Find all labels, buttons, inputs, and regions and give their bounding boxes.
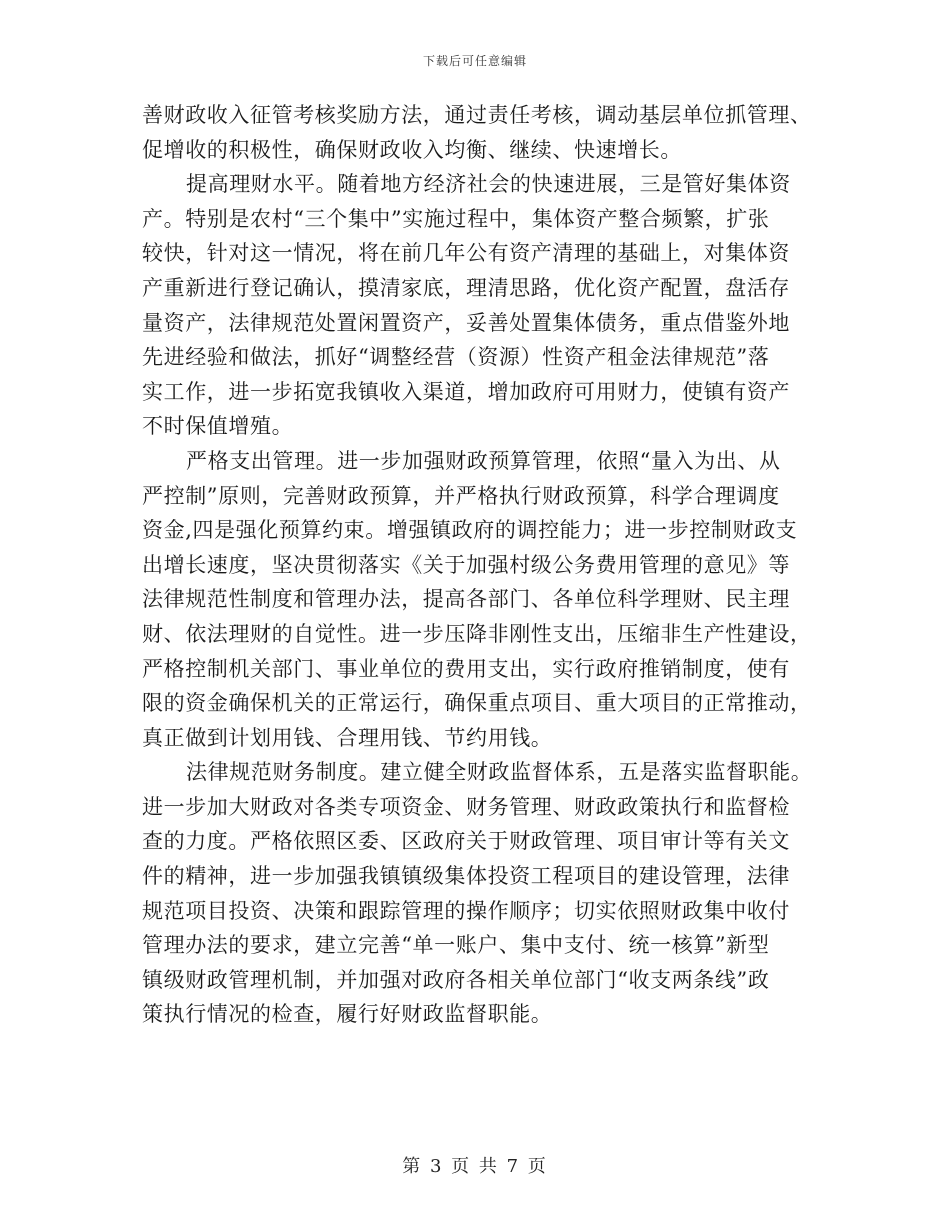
text-line: 件的精神，进一步加强我镇镇级集体投资工程项目的建设管理，法律 <box>142 864 790 889</box>
page-header: 下载后可任意编辑 <box>422 54 527 68</box>
text-line: 严格控制机关部门、事业单位的费用支出，实行政府推销制度，使有 <box>142 656 790 681</box>
body-text <box>142 98 812 1032</box>
text-line: 产。特别是农村“三个集中”实施过程中，集体资产整合频繁，扩张 <box>142 206 770 231</box>
text-line: 镇级财政管理机制，并加强对政府各相关单位部门“收支两条线”政 <box>142 967 770 992</box>
text-line: 促增收的积极性，确保财政收入均衡、继续、快速增长。 <box>142 137 682 162</box>
page-footer: 第 3 页 共 7 页 <box>402 1156 548 1177</box>
text-line: 产重新进行登记确认，摸清家底，理清思路，优化资产配置，盘活存 <box>142 275 790 300</box>
text-line: 资金,四是强化预算约束。增强镇政府的调控能力；进一步控制财政支 <box>142 518 798 543</box>
paragraph-start-line: 提高理财水平。随着地方经济社会的快速进展，三是管好集体资 <box>186 172 791 197</box>
text-line: 财、依法理财的自觉性。进一步压降非刚性支出，压缩非生产性建设， <box>142 621 812 646</box>
text-line: 出增长速度，坚决贯彻落实《关于加强村级公务费用管理的意见》等 <box>142 552 790 577</box>
text-line: 真正做到计划用钱、合理用钱、节约用钱。 <box>142 725 553 750</box>
text-line: 先进经验和做法，抓好“调整经营（资源）性资产租金法律规范”落 <box>142 345 770 370</box>
text-line: 善财政收入征管考核奖励方法，通过责任考核，调动基层单位抓管理、 <box>142 103 812 127</box>
text-line: 管理办法的要求，建立完善“单一账户、集中支付、统一核算”新型 <box>142 933 770 958</box>
text-line: 较快，针对这一情况，将在前几年公有资产清理的基础上，对集体资 <box>142 241 790 266</box>
text-line: 规范项目投资、决策和跟踪管理的操作顺序；切实依照财政集中收付 <box>142 898 790 923</box>
text-line: 不时保值增殖。 <box>142 414 294 439</box>
paragraph-start-line: 法律规范财务制度。建立健全财政监督体系，五是落实监督职能。 <box>186 760 813 785</box>
paragraph-start-line: 严格支出管理。进一步加强财政预算管理，依照“量入为出、从 <box>186 448 781 473</box>
text-line: 严控制”原则，完善财政预算，并严格执行财政预算，科学合理调度 <box>142 483 780 508</box>
text-line: 进一步加大财政对各类专项资金、财务管理、财政政策执行和监督检 <box>142 794 790 819</box>
text-line: 查的力度。严格依照区委、区政府关于财政管理、项目审计等有关文 <box>142 829 790 854</box>
text-line: 法律规范性制度和管理办法，提高各部门、各单位科学理财、民主理 <box>142 587 790 612</box>
text-line: 量资产，法律规范处置闲置资产，妥善处置集体债务，重点借鉴外地 <box>142 310 790 335</box>
text-line: 限的资金确保机关的正常运行，确保重点项目、重大项目的正常推动， <box>142 691 812 716</box>
text-line: 策执行情况的检查，履行好财政监督职能。 <box>142 1002 553 1027</box>
text-line: 实工作，进一步拓宽我镇收入渠道，增加政府可用财力，使镇有资产 <box>142 379 790 404</box>
